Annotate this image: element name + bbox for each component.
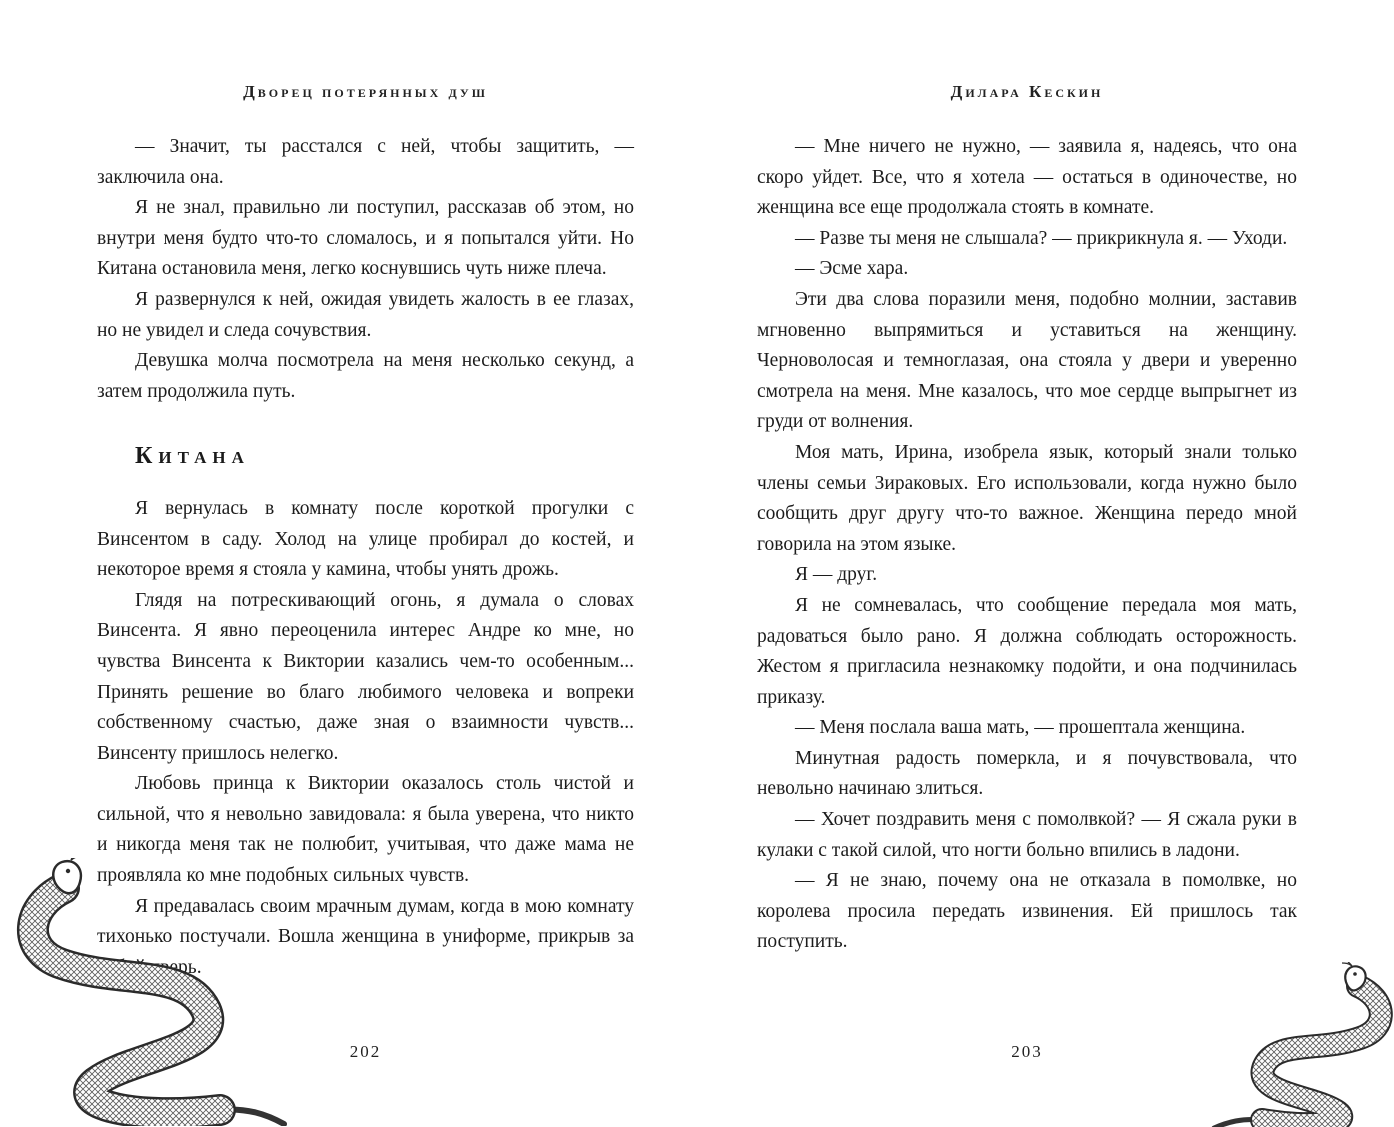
paragraph: — Значит, ты расстался с ней, чтобы защитить, — заключила она. xyxy=(97,136,634,188)
chapter-heading: Китана xyxy=(135,443,250,470)
paragraph: — Эсме хара. xyxy=(795,258,909,280)
paragraph: Любовь принца к Виктории оказалось столь чистой и сильной, что я невольно завидовала: я была уверена, что никто и никогда меня так не полюбит, учитывая, что даже мама не проявляла ко мне подобных сильных чувств. xyxy=(97,773,634,887)
paragraph: Я развернулся к ней, ожидая увидеть жалость в ее глазах, но не увидел и следа сочувствия. xyxy=(97,288,634,341)
paragraph: Я — друг. xyxy=(795,564,878,586)
paragraph: Моя мать, Ирина, изобрела язык, который знали только члены семьи Зираковых. Его использовали, когда нужно было сообщить друг другу что-то важное. Женщина передо мной говорила на этом языке. xyxy=(757,441,1297,555)
right-running-header: Дилара Кескин xyxy=(950,82,1104,101)
snake-head-left xyxy=(53,858,84,893)
left-running-header: Дворец потерянных душ xyxy=(243,82,488,101)
paragraph: Я не знал, правильно ли поступил, рассказав об этом, но внутри меня будто что-то сломалось, и я попытался уйти. Но Китана остановила меня, легко коснувшись чуть ниже плеча. xyxy=(97,197,634,280)
right-page xyxy=(757,82,1297,958)
paragraph: — Мне ничего не нужно, — заявила я, надеясь, что она скоро уйдет. Все, что я хотела — остаться в одиночестве, но женщина все еще продолжала стоять в комнате. xyxy=(757,136,1297,219)
left-page-number: 202 xyxy=(349,1042,382,1061)
right-page-text xyxy=(757,132,1297,958)
paragraph: Эти два слова поразили меня, подобно молнии, заставив мгновенно выпрямиться и уставиться на женщину. Черноволосая и темноглазая, она стояла у двери и уверенно смотрела на меня. Мне казалось, что мое сердце выпрыгнет из груди от волнения. xyxy=(757,288,1297,433)
paragraph: Девушка молча посмотрела на меня несколько секунд, а затем продолжила путь. xyxy=(97,350,634,402)
right-page-number: 203 xyxy=(1011,1042,1043,1061)
paragraph: — Я не знаю, почему она не отказала в помолвке, но королева просила передать извинения. Ей пришлось так поступить. xyxy=(757,870,1297,953)
snake-head-right xyxy=(1342,962,1366,990)
left-page xyxy=(97,82,634,983)
paragraph: Я вернулась в комнату после короткой прогулки с Винсентом в саду. Холод на улице пробирал до костей, и некоторое время я стояла у камина, чтобы унять дрожь. xyxy=(97,497,634,581)
left-page-text xyxy=(97,132,634,983)
paragraph: Я предавалась своим мрачным думам, когда в мою комнату тихонько постучали. Вошла женщина в униформе, прикрыв за собой дверь. xyxy=(97,895,634,978)
paragraph: Минутная радость померкла, и я почувствовала, что невольно начинаю злиться. xyxy=(757,747,1297,800)
paragraph: Я не сомневалась, что сообщение передала моя мать, радоваться было рано. Я должна соблюдать осторожность. Жестом я пригласила незнакомку подойти, и она подчинилась приказу. xyxy=(757,594,1297,708)
paragraph: Глядя на потрескивающий огонь, я думала о словах Винсента. Я явно переоценила интерес Андре ко мне, но чувства Винсента к Виктории казались чем-то особенным... Принять решение во благо любимого человека и вопреки собственному счастью, даже зная о взаимности чувств... Винсенту пришлось нелегко. xyxy=(97,589,634,764)
paragraph: — Разве ты меня не слышала? — прикрикнула я. — Уходи. xyxy=(795,227,1288,249)
paragraph: — Хочет поздравить меня с помолвкой? — Я сжала руки в кулаки с такой силой, что ногти больно впились в ладони. xyxy=(757,809,1297,861)
paragraph: — Меня послала ваша мать, — прошептала женщина. xyxy=(795,717,1246,739)
